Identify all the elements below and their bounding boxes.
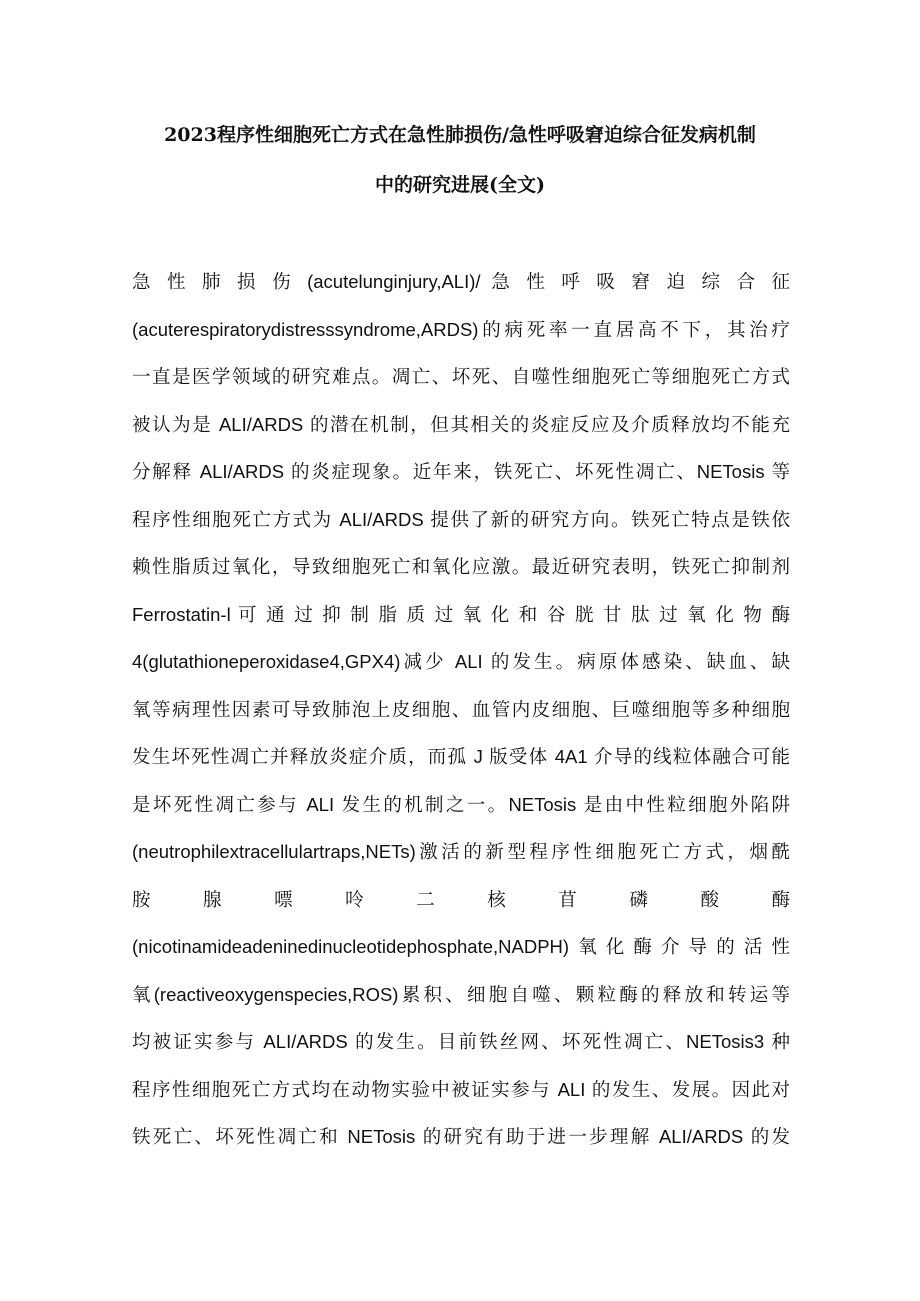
- body-line: 程序性细胞死亡方式均在动物实验中被证实参与 ALI 的发生、发展。因此对: [132, 1078, 790, 1100]
- body-line: 一直是医学领域的研究难点。凋亡、坏死、自噬性细胞死亡等细胞死亡方式: [132, 366, 790, 387]
- body-line: Ferrostatin-l 可 通 过 抑 制 脂 质 过 氧 化 和 谷 胱 甘 肽 过 氧 化 物 酶: [132, 603, 790, 625]
- body-line: (nicotinamideadeninedinucleotidephosphate,NADPH)氧化酶介导的活性: [132, 936, 790, 957]
- body-line: 急 性 肺 损 伤 (acutelunginjury,ALI)/ 急 性 呼 吸 窘 迫 综 合 征: [132, 271, 790, 292]
- body-line: 铁死亡、坏死性凋亡和 NETosis 的研究有助于进一步理解 ALI/ARDS 的发: [132, 1126, 790, 1147]
- body-line: 均被证实参与 ALI/ARDS 的发生。目前铁丝网、坏死性凋亡、NETosis3 种: [132, 1031, 790, 1052]
- body-line: 分解释 ALI/ARDS 的炎症现象。近年来，铁死亡、坏死性凋亡、NETosis 等: [132, 461, 790, 482]
- body-line: 发生坏死性凋亡并释放炎症介质，而孤 J 版受体 4A1 介导的线粒体融合可能: [132, 746, 790, 767]
- document-body: [132, 258, 790, 1161]
- document-title-line-1: 2023程序性细胞死亡方式在急性肺损伤/急性呼吸窘迫综合征发病机制: [164, 124, 756, 146]
- body-line: 程序性细胞死亡方式为 ALI/ARDS 提供了新的研究方向。铁死亡特点是铁依: [132, 508, 790, 530]
- body-line: 4(glutathioneperoxidase4,GPX4)减少 ALI 的发生。病原体感染、缺血、缺: [132, 651, 790, 672]
- body-line: 是坏死性凋亡参与 ALI 发生的机制之一。NETosis 是由中性粒细胞外陷阱: [132, 793, 790, 815]
- body-line: 被认为是 ALI/ARDS 的潜在机制，但其相关的炎症反应及介质释放均不能充: [132, 413, 790, 435]
- body-line: 氧(reactiveoxygenspecies,ROS)累积、细胞自噬、颗粒酶的释放和转运等: [132, 983, 790, 1005]
- document-title-line-2: 中的研究进展(全文): [375, 174, 545, 196]
- body-line: 赖性脂质过氧化，导致细胞死亡和氧化应激。最近研究表明，铁死亡抑制剂: [132, 556, 790, 577]
- body-line: (acuterespiratorydistresssyndrome,ARDS)的病死率一直居高不下，其治疗: [132, 318, 790, 340]
- body-line: (neutrophilextracellulartraps,NETs)激活的新型程序性细胞死亡方式，烟酰: [132, 841, 790, 862]
- body-line: 氧等病理性因素可导致肺泡上皮细胞、血管内皮细胞、巨噬细胞等多种细胞: [132, 698, 790, 720]
- body-line: 胺 腺 嘌 呤 二 核 苜 磷 酸 酶: [132, 888, 790, 910]
